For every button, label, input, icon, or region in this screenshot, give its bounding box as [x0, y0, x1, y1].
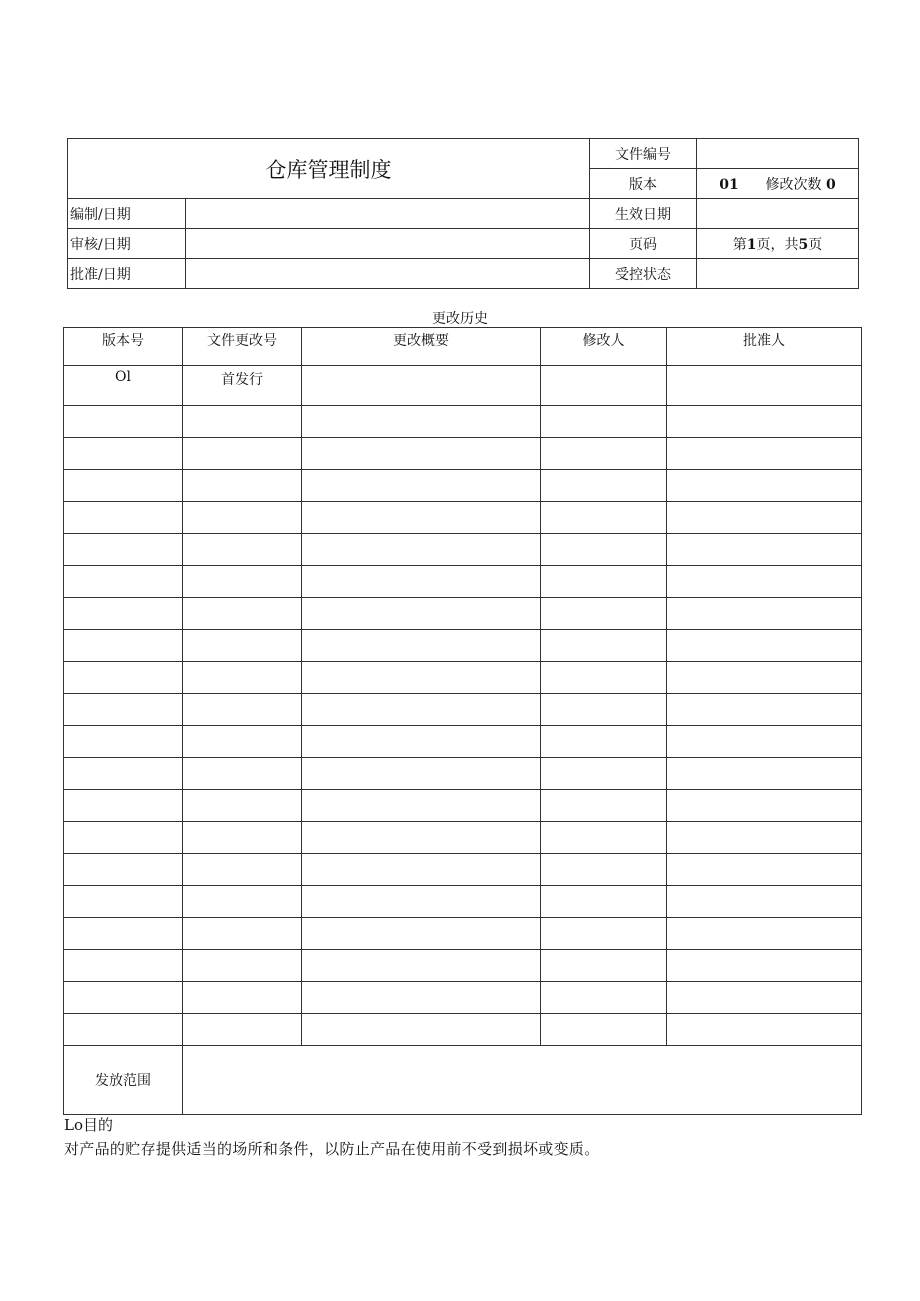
column-header-modifier: 修改人 [541, 328, 667, 366]
table-cell [541, 790, 667, 822]
table-cell [667, 982, 862, 1014]
table-cell [64, 854, 183, 886]
page-label: 页码 [590, 229, 697, 259]
table-cell [541, 822, 667, 854]
table-cell [667, 886, 862, 918]
reviewed-by-label: 审核/日期 [68, 229, 186, 259]
table-cell [183, 630, 302, 662]
table-row [64, 1014, 862, 1046]
table-row [64, 694, 862, 726]
table-cell [64, 598, 183, 630]
table-cell [183, 982, 302, 1014]
table-cell [64, 662, 183, 694]
table-cell [541, 982, 667, 1014]
approved-by-value [186, 259, 590, 289]
table-cell [183, 566, 302, 598]
table-cell [302, 950, 541, 982]
table-row [64, 366, 862, 406]
table-row [64, 470, 862, 502]
table-cell [667, 918, 862, 950]
table-cell [667, 822, 862, 854]
table-cell [667, 694, 862, 726]
table-cell [64, 790, 183, 822]
table-row [64, 662, 862, 694]
table-cell [667, 630, 862, 662]
doc-number-label: 文件编号 [590, 139, 697, 169]
table-row [64, 566, 862, 598]
table-header-row [64, 328, 862, 366]
table-cell [183, 918, 302, 950]
table-cell [541, 918, 667, 950]
column-header-approver: 批准人 [667, 328, 862, 366]
table-cell [64, 470, 183, 502]
table-cell [667, 758, 862, 790]
table-cell [667, 726, 862, 758]
table-cell [302, 502, 541, 534]
effective-date-label: 生效日期 [590, 199, 697, 229]
prepared-by-label: 编制/日期 [68, 199, 186, 229]
table-cell [541, 726, 667, 758]
table-cell [183, 1014, 302, 1046]
page-total: 5 [798, 236, 809, 253]
page-number-cell [697, 229, 859, 259]
table-cell [667, 366, 862, 406]
version-value: 01 [719, 176, 739, 193]
column-header-version: 版本号 [64, 328, 183, 366]
table-cell [64, 438, 183, 470]
table-cell [302, 406, 541, 438]
table-cell [302, 1014, 541, 1046]
table-row [64, 950, 862, 982]
section-body-purpose: 对产品的贮存提供适当的场所和条件，以防止产品在使用前不受到损坏或变质。 [64, 1140, 600, 1158]
table-cell [64, 694, 183, 726]
table-cell [667, 598, 862, 630]
table-cell [667, 566, 862, 598]
table-cell [302, 366, 541, 406]
table-cell [64, 630, 183, 662]
table-cell [64, 918, 183, 950]
table-cell [183, 790, 302, 822]
table-cell [541, 366, 667, 406]
table-cell [183, 822, 302, 854]
control-status-label: 受控状态 [590, 259, 697, 289]
table-cell [667, 662, 862, 694]
table-cell [667, 438, 862, 470]
table-row [64, 726, 862, 758]
table-cell [183, 534, 302, 566]
table-row [64, 790, 862, 822]
table-cell [64, 406, 183, 438]
table-cell [541, 406, 667, 438]
table-cell [302, 598, 541, 630]
version-revision-cell [697, 169, 859, 199]
column-header-summary: 更改概要 [302, 328, 541, 366]
table-cell [64, 758, 183, 790]
doc-number-value [697, 139, 859, 169]
distribution-value [183, 1046, 862, 1115]
table-cell [541, 502, 667, 534]
section-title-purpose: Lo目的 [64, 1116, 113, 1134]
table-cell [183, 950, 302, 982]
table-cell: Ol [64, 366, 183, 406]
table-cell [667, 790, 862, 822]
table-cell [183, 726, 302, 758]
table-cell [541, 470, 667, 502]
table-cell [302, 982, 541, 1014]
table-cell [183, 886, 302, 918]
page-current: 1 [746, 236, 757, 253]
table-cell [183, 470, 302, 502]
revision-label: 修改次数 [765, 176, 822, 193]
table-cell [183, 662, 302, 694]
table-cell: 首发行 [183, 366, 302, 406]
effective-date-value [697, 199, 859, 229]
table-cell [302, 854, 541, 886]
table-cell [183, 438, 302, 470]
page-mid: 页，共 [756, 236, 799, 253]
table-cell [541, 854, 667, 886]
column-header-change-no: 文件更改号 [183, 328, 302, 366]
table-cell [183, 502, 302, 534]
table-cell [183, 758, 302, 790]
table-row [64, 854, 862, 886]
table-cell [302, 758, 541, 790]
table-cell [541, 758, 667, 790]
table-row [64, 598, 862, 630]
table-cell [541, 950, 667, 982]
table-cell [64, 822, 183, 854]
change-history-caption: 更改历史 [432, 311, 488, 327]
distribution-label: 发放范围 [64, 1046, 183, 1115]
document-header-table [67, 138, 859, 289]
table-cell [64, 502, 183, 534]
reviewed-by-value [186, 229, 590, 259]
table-cell [302, 534, 541, 566]
table-cell [541, 1014, 667, 1046]
table-row [64, 630, 862, 662]
table-cell [541, 662, 667, 694]
table-row [64, 822, 862, 854]
table-cell [541, 438, 667, 470]
table-cell [667, 502, 862, 534]
table-cell [667, 470, 862, 502]
table-row [64, 502, 862, 534]
table-cell [541, 694, 667, 726]
table-cell [64, 534, 183, 566]
revision-value: 0 [825, 176, 836, 193]
table-cell [302, 886, 541, 918]
prepared-by-value [186, 199, 590, 229]
table-row [64, 438, 862, 470]
table-row [64, 534, 862, 566]
table-cell [64, 726, 183, 758]
table-cell [667, 1014, 862, 1046]
table-row [64, 886, 862, 918]
table-cell [302, 726, 541, 758]
table-cell [541, 630, 667, 662]
table-cell [667, 406, 862, 438]
table-cell [64, 950, 183, 982]
table-cell [302, 470, 541, 502]
table-row [64, 758, 862, 790]
page-prefix: 第 [732, 236, 747, 253]
version-label: 版本 [590, 169, 697, 199]
table-cell [541, 598, 667, 630]
table-cell [302, 822, 541, 854]
table-cell [64, 566, 183, 598]
change-history-body [64, 328, 862, 1115]
page-suffix: 页 [808, 236, 823, 253]
control-status-value [697, 259, 859, 289]
table-cell [302, 918, 541, 950]
table-cell [667, 854, 862, 886]
table-cell [667, 534, 862, 566]
table-cell [667, 950, 862, 982]
table-row [64, 982, 862, 1014]
table-row [64, 918, 862, 950]
table-cell [302, 438, 541, 470]
table-cell [541, 886, 667, 918]
document-title: 仓库管理制度 [68, 139, 590, 199]
table-row [64, 406, 862, 438]
table-cell [541, 566, 667, 598]
distribution-row [64, 1046, 862, 1115]
table-cell [183, 406, 302, 438]
table-cell [302, 566, 541, 598]
table-cell [302, 790, 541, 822]
table-cell [64, 982, 183, 1014]
table-cell [183, 598, 302, 630]
table-cell [64, 1014, 183, 1046]
table-cell [183, 854, 302, 886]
table-cell [302, 662, 541, 694]
table-cell [302, 630, 541, 662]
table-cell [302, 694, 541, 726]
table-cell [64, 886, 183, 918]
table-cell [183, 694, 302, 726]
approved-by-label: 批准/日期 [68, 259, 186, 289]
change-history-table [63, 327, 862, 1115]
table-cell [541, 534, 667, 566]
